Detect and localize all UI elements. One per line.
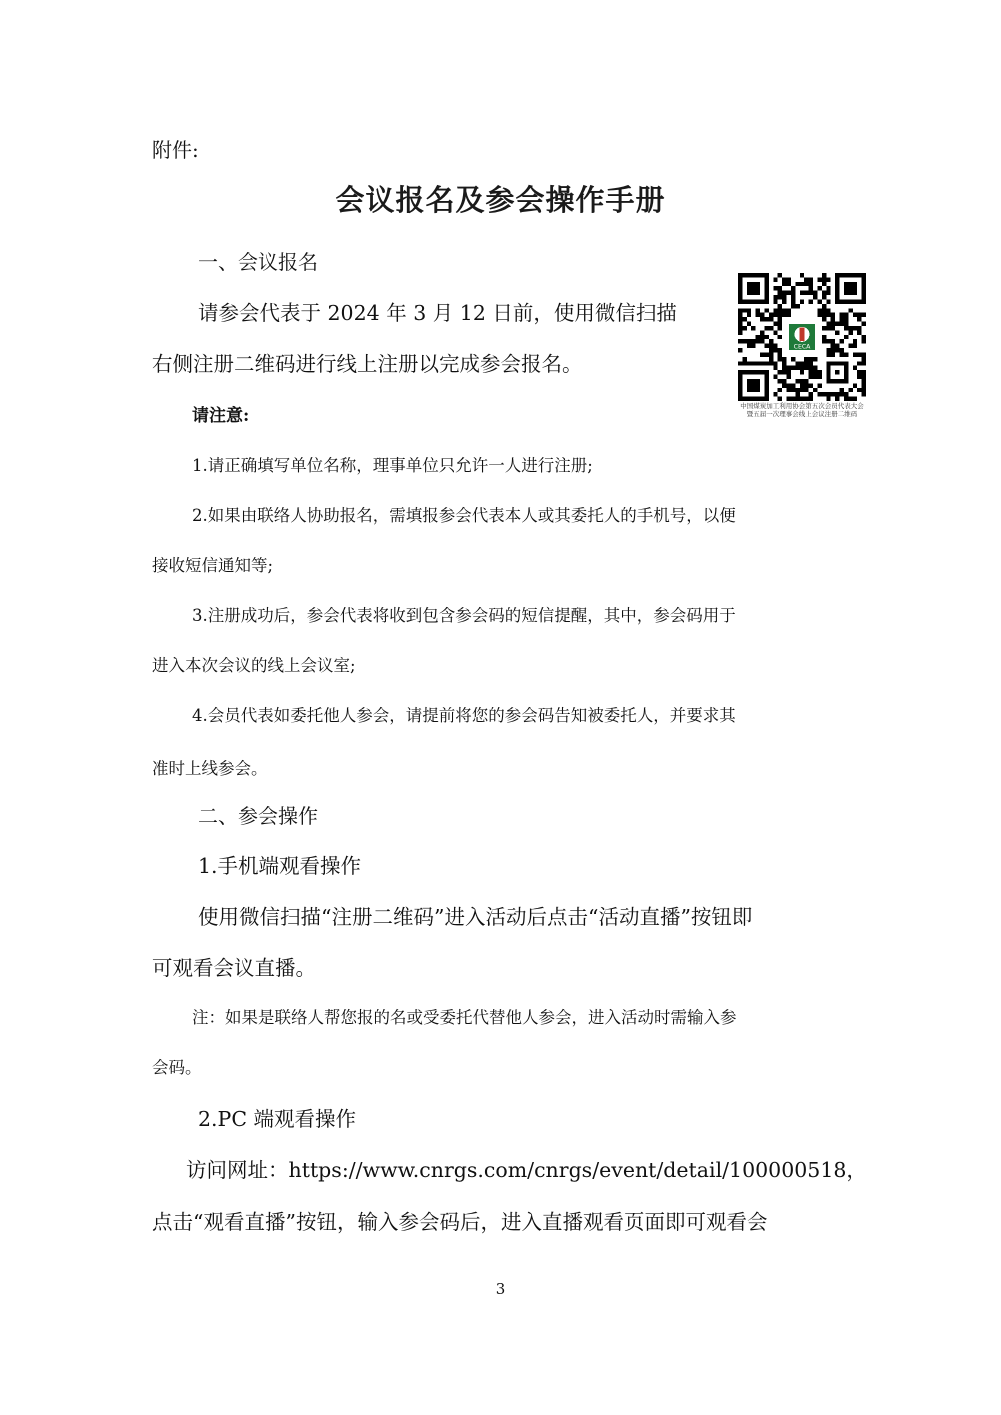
sub1-line2: 可观看会议直播。 <box>152 956 316 980</box>
sub1-note-line1: 注：如果是联络人帮您报的名或受委托代替他人参会，进入活动时需输入参 <box>192 1008 737 1027</box>
registration-qr-code <box>738 273 866 405</box>
sub1-note-line2: 会码。 <box>152 1058 202 1077</box>
note-4-line1: 4.会员代表如委托他人参会，请提前将您的参会码告知被委托人，并要求其 <box>192 706 736 725</box>
note-4-line2: 准时上线参会。 <box>152 759 268 778</box>
note-2-line1: 2.如果由联络人协助报名，需填报参会代表本人或其委托人的手机号，以便 <box>192 506 736 525</box>
sub1-heading: 1.手机端观看操作 <box>198 854 362 878</box>
ceca-logo-icon <box>787 322 818 353</box>
page-number: 3 <box>495 1280 506 1298</box>
note-2-line2: 接收短信通知等; <box>152 556 274 575</box>
sub2-url-line[interactable]: 访问网址：https://www.cnrgs.com/cnrgs/event/detail/100000518， <box>186 1158 867 1182</box>
sub2-line2: 点击“观看直播”按钮，输入参会码后，进入直播观看页面即可观看会 <box>152 1210 768 1234</box>
notice-label: 请注意: <box>192 406 250 426</box>
section2-heading: 二、参会操作 <box>198 804 318 828</box>
section1-para-line1: 请参会代表于 2024 年 3 月 12 日前，使用微信扫描 <box>198 301 677 325</box>
note-3-line2: 进入本次会议的线上会议室; <box>152 656 356 675</box>
attachment-label: 附件: <box>152 138 199 162</box>
section1-heading: 一、会议报名 <box>198 250 318 274</box>
section1-para-line2: 右侧注册二维码进行线上注册以完成参会报名。 <box>152 352 583 376</box>
note-3-line1: 3.注册成功后，参会代表将收到包含参会码的短信提醒，其中，参会码用于 <box>192 606 736 625</box>
page-title: 会议报名及参会操作手册 <box>335 183 666 217</box>
sub2-heading: 2.PC 端观看操作 <box>198 1107 357 1131</box>
note-1-line1: 1.请正确填写单位名称，理事单位只允许一人进行注册; <box>192 456 593 475</box>
qr-caption: 中国煤炭加工利用协会第五次会员代表大会暨五届一次理事会线上会议注册二维码 <box>740 402 864 418</box>
qr-logo-text: CECA <box>793 343 811 351</box>
sub1-line1: 使用微信扫描“注册二维码”进入活动后点击“活动直播”按钮即 <box>198 905 753 929</box>
